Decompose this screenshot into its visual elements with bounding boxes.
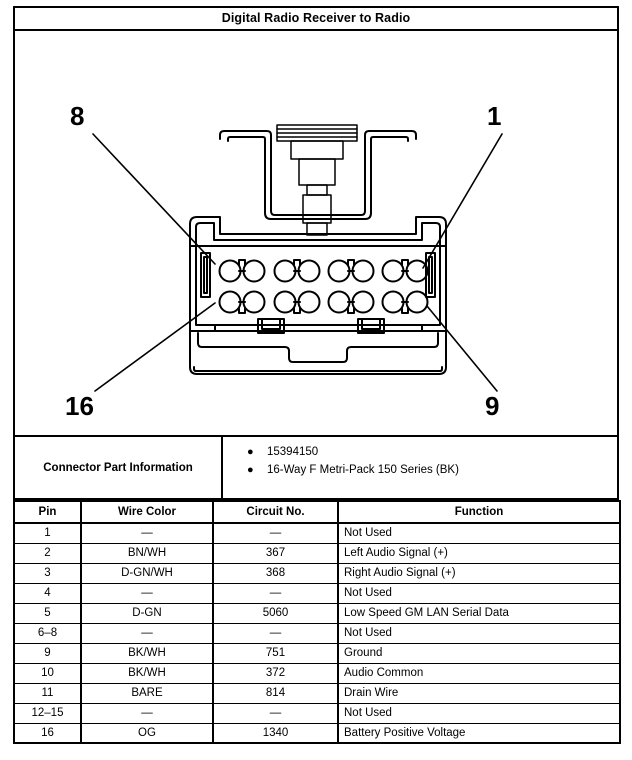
cell-pin: 6–8 [14, 623, 81, 643]
cell-pin: 5 [14, 603, 81, 623]
cavity-row-bottom [220, 292, 428, 314]
table-row [14, 563, 620, 583]
cavity-row-top [220, 260, 428, 282]
list-item [223, 462, 617, 480]
cell-circuit-no: — [213, 523, 338, 543]
connector-drawing [15, 31, 619, 437]
callout-pin-16: 16 [65, 391, 94, 421]
cell-function: Ground [338, 643, 620, 663]
cell-wire-color: — [81, 623, 213, 643]
table-row [14, 683, 620, 703]
cell-circuit-no: 814 [213, 683, 338, 703]
cell-pin: 9 [14, 643, 81, 663]
column-header-wire-color: Wire Color [81, 501, 213, 523]
cell-function: Not Used [338, 703, 620, 723]
cell-pin: 11 [14, 683, 81, 703]
cell-wire-color: OG [81, 723, 213, 743]
cell-circuit-no: 1340 [213, 723, 338, 743]
list-item [223, 444, 617, 462]
callout-pin-8: 8 [70, 101, 85, 131]
cell-circuit-no: 751 [213, 643, 338, 663]
part-number: 15394150 [267, 446, 319, 458]
cell-wire-color: BK/WH [81, 663, 213, 683]
cell-circuit-no: — [213, 623, 338, 643]
cell-function: Not Used [338, 583, 620, 603]
cell-wire-color: — [81, 703, 213, 723]
cell-function: Audio Common [338, 663, 620, 683]
table-header-row [14, 501, 620, 523]
cell-function: Not Used [338, 623, 620, 643]
cell-circuit-no: 368 [213, 563, 338, 583]
cell-pin: 12–15 [14, 703, 81, 723]
connector-description: 16-Way F Metri-Pack 150 Series (BK) [267, 463, 459, 476]
cell-pin: 2 [14, 543, 81, 563]
column-header-pin: Pin [14, 501, 81, 523]
cell-function: Low Speed GM LAN Serial Data [338, 603, 620, 623]
cell-function: Right Audio Signal (+) [338, 563, 620, 583]
bullet-icon: ● [247, 446, 254, 458]
cell-wire-color: — [81, 583, 213, 603]
cell-wire-color: — [81, 523, 213, 543]
callout-pin-9: 9 [485, 391, 500, 421]
cell-wire-color: BARE [81, 683, 213, 703]
callout-pin-1: 1 [487, 101, 502, 131]
table-row [14, 663, 620, 683]
cell-function: Not Used [338, 523, 620, 543]
table-row [14, 703, 620, 723]
pin-table-body [14, 523, 620, 743]
cell-circuit-no: 367 [213, 543, 338, 563]
page-title-bar [13, 6, 619, 31]
connector-part-information [13, 437, 619, 500]
cell-function: Battery Positive Voltage [338, 723, 620, 743]
cell-pin: 1 [14, 523, 81, 543]
column-header-circuit-no: Circuit No. [213, 501, 338, 523]
connector-diagram-panel [13, 31, 619, 437]
table-row [14, 583, 620, 603]
cell-circuit-no: — [213, 583, 338, 603]
table-row [14, 623, 620, 643]
table-row [14, 523, 620, 543]
connector-upper-body [220, 131, 416, 219]
cell-function: Drain Wire [338, 683, 620, 703]
cell-wire-color: BK/WH [81, 643, 213, 663]
table-row [14, 723, 620, 743]
cell-pin: 10 [14, 663, 81, 683]
pin-table [13, 500, 621, 744]
cell-wire-color: D-GN/WH [81, 563, 213, 583]
cell-circuit-no: 5060 [213, 603, 338, 623]
cell-pin: 3 [14, 563, 81, 583]
page-title: Digital Radio Receiver to Radio [221, 11, 411, 26]
cell-pin: 4 [14, 583, 81, 603]
cell-wire-color: D-GN [81, 603, 213, 623]
cell-pin: 16 [14, 723, 81, 743]
connector-part-information-values [223, 437, 617, 498]
connector-part-information-label: Connector Part Information [15, 437, 223, 498]
column-header-function: Function [338, 501, 620, 523]
connector-lower-skirt [190, 319, 446, 374]
cell-wire-color: BN/WH [81, 543, 213, 563]
table-row [14, 643, 620, 663]
service-manual-page [13, 6, 619, 752]
table-row [14, 543, 620, 563]
cell-circuit-no: 372 [213, 663, 338, 683]
cell-function: Left Audio Signal (+) [338, 543, 620, 563]
bullet-icon: ● [247, 463, 254, 476]
table-row [14, 603, 620, 623]
cell-circuit-no: — [213, 703, 338, 723]
